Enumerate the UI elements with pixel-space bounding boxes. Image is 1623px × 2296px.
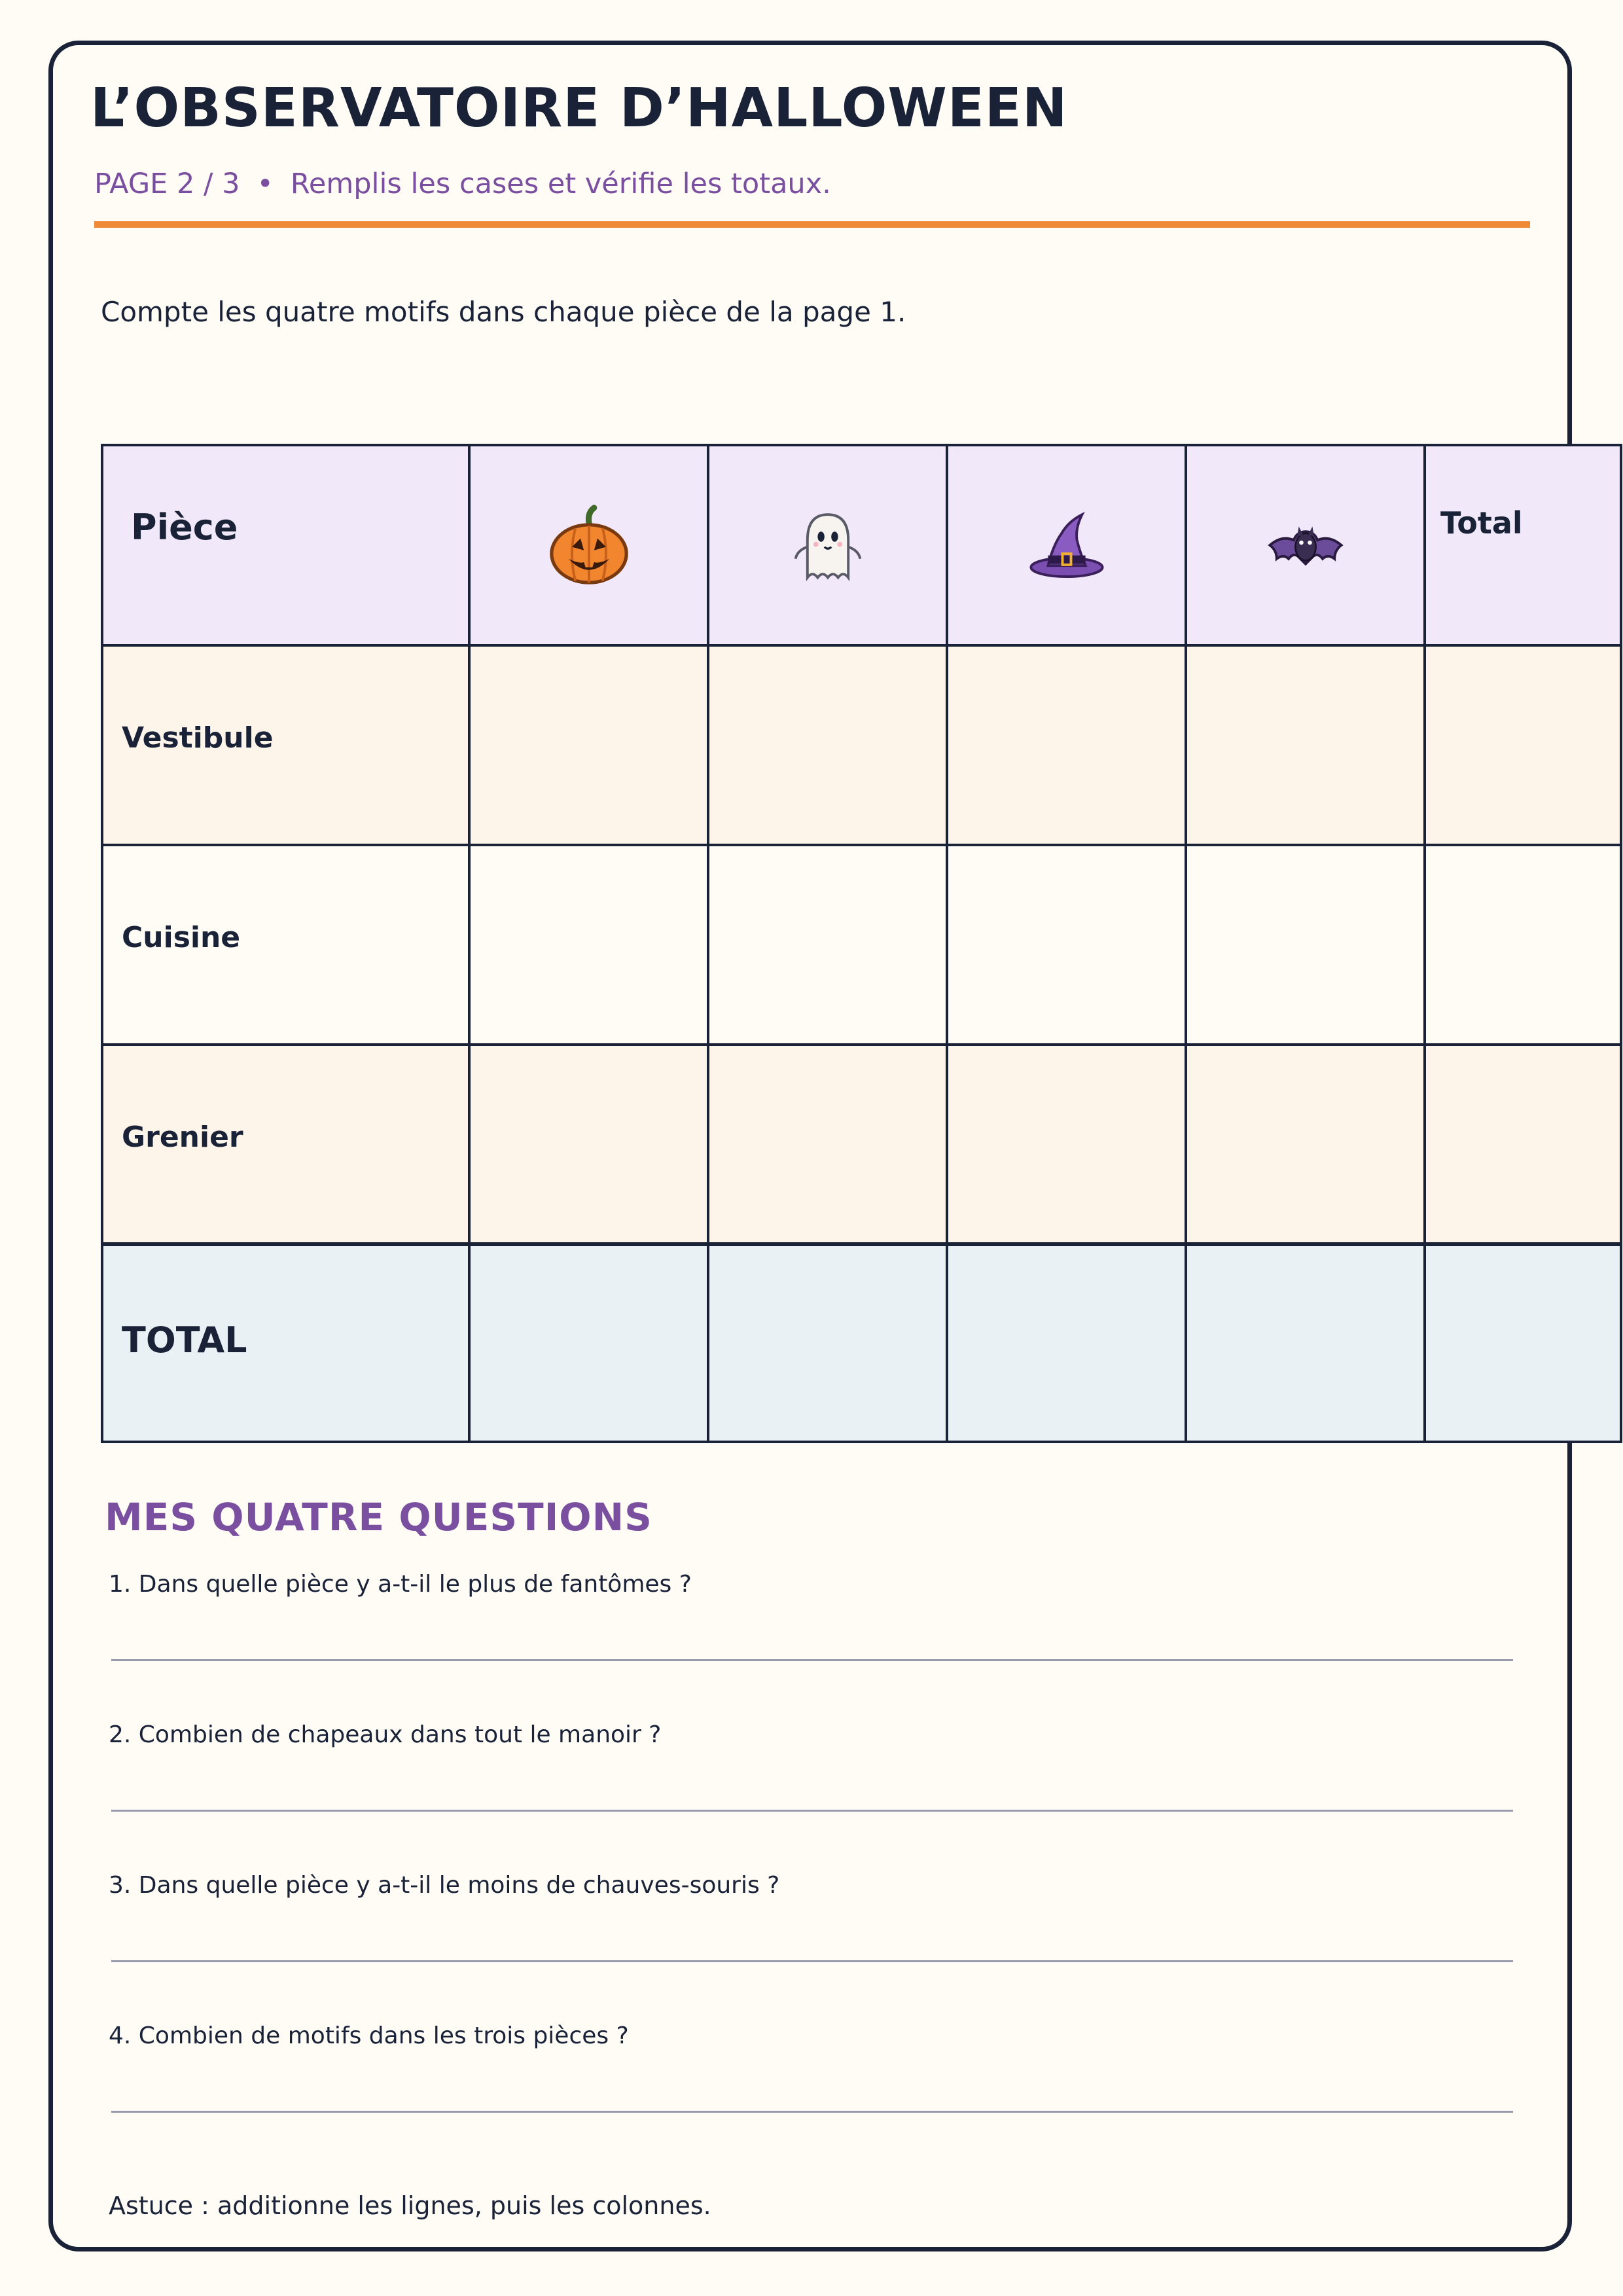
- total-label-cell: [102, 1244, 469, 1442]
- answer-cell[interactable]: [1186, 645, 1425, 845]
- pumpkin-icon: [546, 503, 632, 588]
- intro-text: Compte les quatre motifs dans chaque pièce de la page 1.: [101, 296, 906, 328]
- column-total-cell[interactable]: [469, 1244, 708, 1442]
- answer-cell[interactable]: [1186, 1045, 1425, 1244]
- answer-cell[interactable]: [708, 1045, 947, 1244]
- question-2: 2. Combien de chapeaux dans tout le manoir ?: [109, 1721, 662, 1748]
- question-1: 1. Dans quelle pièce y a-t-il le plus de fantômes ?: [109, 1571, 692, 1598]
- question-3: 3. Dans quelle pièce y a-t-il le moins de chauves-souris ?: [109, 1872, 780, 1899]
- room-label-cell: [102, 845, 469, 1045]
- row-total-cell[interactable]: [1425, 1045, 1621, 1244]
- column-total-cell[interactable]: [1186, 1244, 1425, 1442]
- answer-cell[interactable]: [469, 645, 708, 845]
- question-4: 4. Combien de motifs dans les trois pièces ?: [109, 2022, 629, 2049]
- answer-line-2[interactable]: [111, 1810, 1513, 1812]
- row-total-cell[interactable]: [1425, 845, 1621, 1045]
- room-label: Vestibule: [122, 721, 274, 755]
- header-divider: [94, 221, 1530, 228]
- pumpkin-column-header: [469, 445, 708, 645]
- answer-cell[interactable]: [947, 1045, 1186, 1244]
- total-column-label: Total: [1440, 505, 1523, 541]
- room-label-cell: [102, 1045, 469, 1244]
- ghost-icon: [785, 503, 870, 588]
- row-total-cell[interactable]: [1425, 645, 1621, 845]
- witch-hat-column-header: [947, 445, 1186, 645]
- page-indicator: PAGE 2 / 3: [94, 168, 240, 200]
- answer-line-1[interactable]: [111, 1659, 1513, 1661]
- questions-heading: MES QUATRE QUESTIONS: [105, 1495, 652, 1539]
- worksheet-subtitle: [94, 168, 831, 200]
- column-total-cell[interactable]: [708, 1244, 947, 1442]
- answer-line-4[interactable]: [111, 2111, 1513, 2113]
- bat-column-header: [1186, 445, 1425, 645]
- answer-cell[interactable]: [1186, 845, 1425, 1045]
- room-label: Cuisine: [122, 921, 241, 954]
- grand-total-cell[interactable]: [1425, 1244, 1621, 1442]
- room-label: Grenier: [122, 1121, 243, 1154]
- answer-cell[interactable]: [947, 845, 1186, 1045]
- answer-cell[interactable]: [708, 845, 947, 1045]
- answer-line-3[interactable]: [111, 1960, 1513, 1962]
- subtitle-separator: •: [257, 168, 274, 200]
- total-row-label: TOTAL: [122, 1319, 247, 1361]
- bat-icon: [1263, 503, 1348, 588]
- table-row: [102, 845, 1621, 1045]
- room-column-header: [102, 445, 469, 645]
- table-row: [102, 645, 1621, 845]
- answer-cell[interactable]: [947, 645, 1186, 845]
- total-column-header: [1425, 445, 1621, 645]
- ghost-column-header: [708, 445, 947, 645]
- room-label-cell: [102, 645, 469, 845]
- instruction-text: Remplis les cases et vérifie les totaux.: [290, 168, 831, 200]
- column-total-cell[interactable]: [947, 1244, 1186, 1442]
- table-header-row: [102, 445, 1621, 645]
- answer-cell[interactable]: [469, 1045, 708, 1244]
- answer-cell[interactable]: [469, 845, 708, 1045]
- witch-hat-icon: [1024, 503, 1109, 588]
- tip-text: Astuce : additionne les lignes, puis les colonnes.: [109, 2191, 711, 2220]
- worksheet-title: L’OBSERVATOIRE D’HALLOWEEN: [90, 77, 1068, 139]
- answer-cell[interactable]: [708, 645, 947, 845]
- table-row: [102, 1045, 1621, 1244]
- tally-table: [101, 444, 1622, 1443]
- room-column-label: Pièce: [131, 507, 238, 548]
- total-row: [102, 1244, 1621, 1442]
